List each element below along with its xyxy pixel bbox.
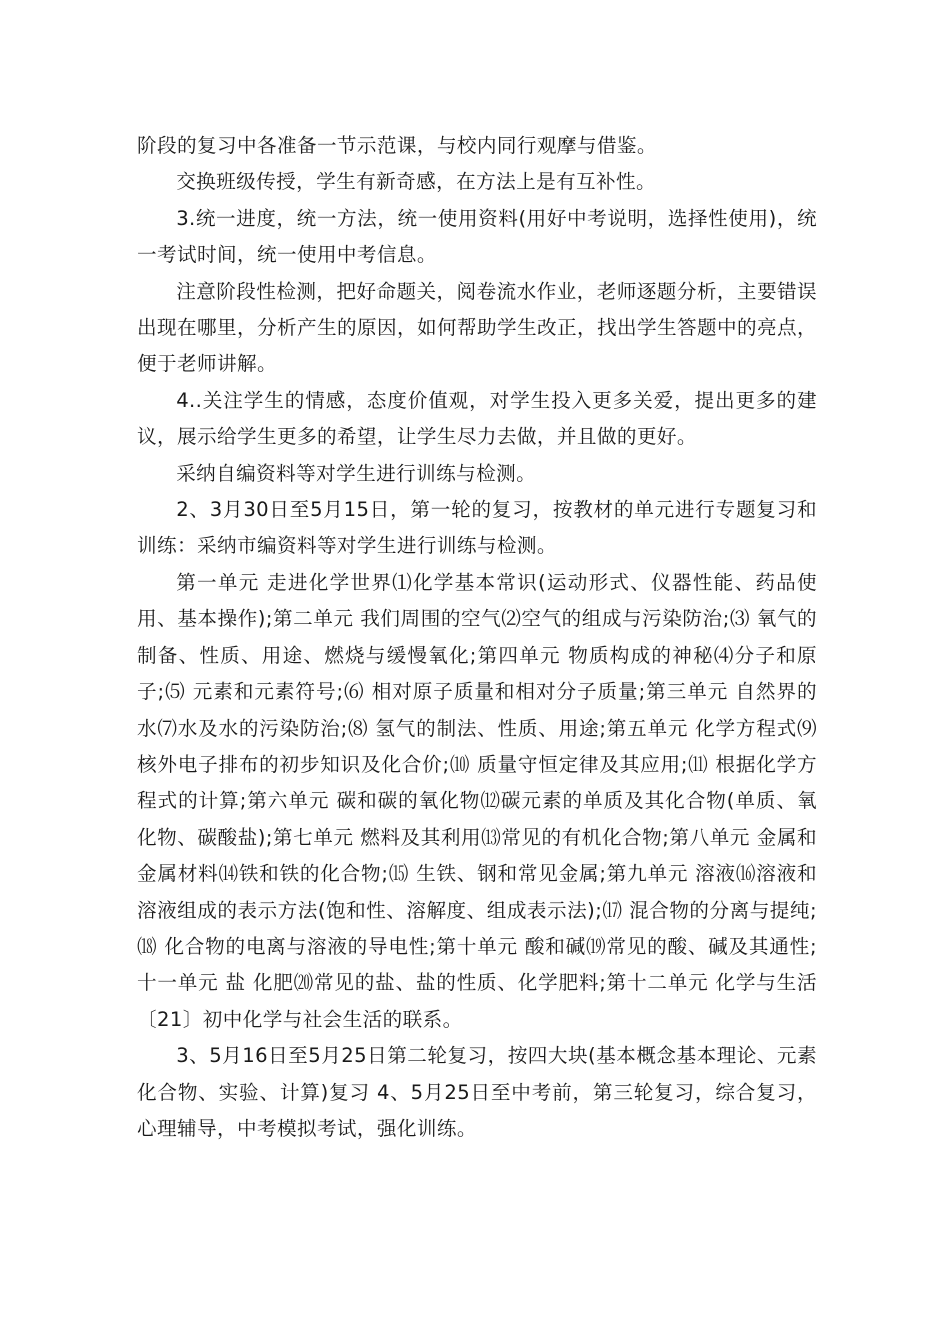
paragraph-class-exchange: 交换班级传授，学生有新奇感，在方法上是有互补性。 bbox=[176, 170, 657, 194]
paragraph-unify-progress: 3.统一进度，统一方法，统一使用资料(用好中考说明，选择性使用)，统一考试时间，统一使用中考信息。 bbox=[137, 206, 817, 267]
document-body bbox=[137, 128, 817, 1147]
paragraph-student-care: 4..关注学生的情感，态度价值观，对学生投入更多关爱，提出更多的建议，展示给学生更多的希望，让学生尽力去做，并且做的更好。 bbox=[137, 388, 817, 449]
paragraph-self-materials: 采纳自编资料等对学生进行训练与检测。 bbox=[176, 461, 537, 485]
paragraph-second-third-round: 3、5月16日至5月25日第二轮复习，按四大块(基本概念基本理论、元素化合物、实验、计算)复习 4、5月25日至中考前，第三轮复习，综合复习，心理辅导，中考模拟考试，强化训练。 bbox=[137, 1044, 817, 1140]
paragraph-unit-list: 第一单元 走进化学世界⑴化学基本常识(运动形式、仪器性能、药品使用、基本操作);第二单元 我们周围的空气⑵空气的组成与污染防治;⑶ 氧气的制备、性质、用途、燃烧与缓慢氧化;第四单元 物质构成的神秘⑷分子和原子;⑸ 元素和元素符号;⑹ 相对原子质量和相对分子质量;第三单元 自然界的水⑺水及水的污染防治;⑻ 氢气的制法、性质、用途;第五单元 化学方程式⑼核外电子排布的初步知识及化合价;⑽ 质量守恒定律及其应用;⑾ 根据化学方程式的计算;第六单元 碳和碳的氧化物⑿碳元素的单质及其化合物(单质、氧化物、碳酸盐);第七单元 燃料及其利用⒀常见的有机化合物;第八单元 金属和金属材料⒁铁和铁的化合物;⒂ 生铁、钢和常见金属;第九单元 溶液⒃溶液和溶液组成的表示方法(饱和性、溶解度、组成表示法);⒄ 混合物的分离与提纯;⒅ 化合物的电离与溶液的导电性;第十单元 酸和碱⒆常见的酸、碱及其通性;十一单元 盐 化肥⒇常见的盐、盐的性质、化学肥料;第十二单元 化学与生活〔21〕初中化学与社会生活的联系。 bbox=[137, 570, 817, 1031]
paragraph-first-round: 2、3月30日至5月15日，第一轮的复习，按教材的单元进行专题复习和训练：采纳市编资料等对学生进行训练与检测。 bbox=[137, 498, 817, 558]
paragraph-continuation: 阶段的复习中各准备一节示范课，与校内同行观摩与借鉴。 bbox=[137, 134, 657, 157]
paragraph-stage-testing: 注意阶段性检测，把好命题关，阅卷流水作业，老师逐题分析，主要错误出现在哪里，分析产生的原因，如何帮助学生改正，找出学生答题中的亮点，便于老师讲解。 bbox=[137, 279, 817, 376]
